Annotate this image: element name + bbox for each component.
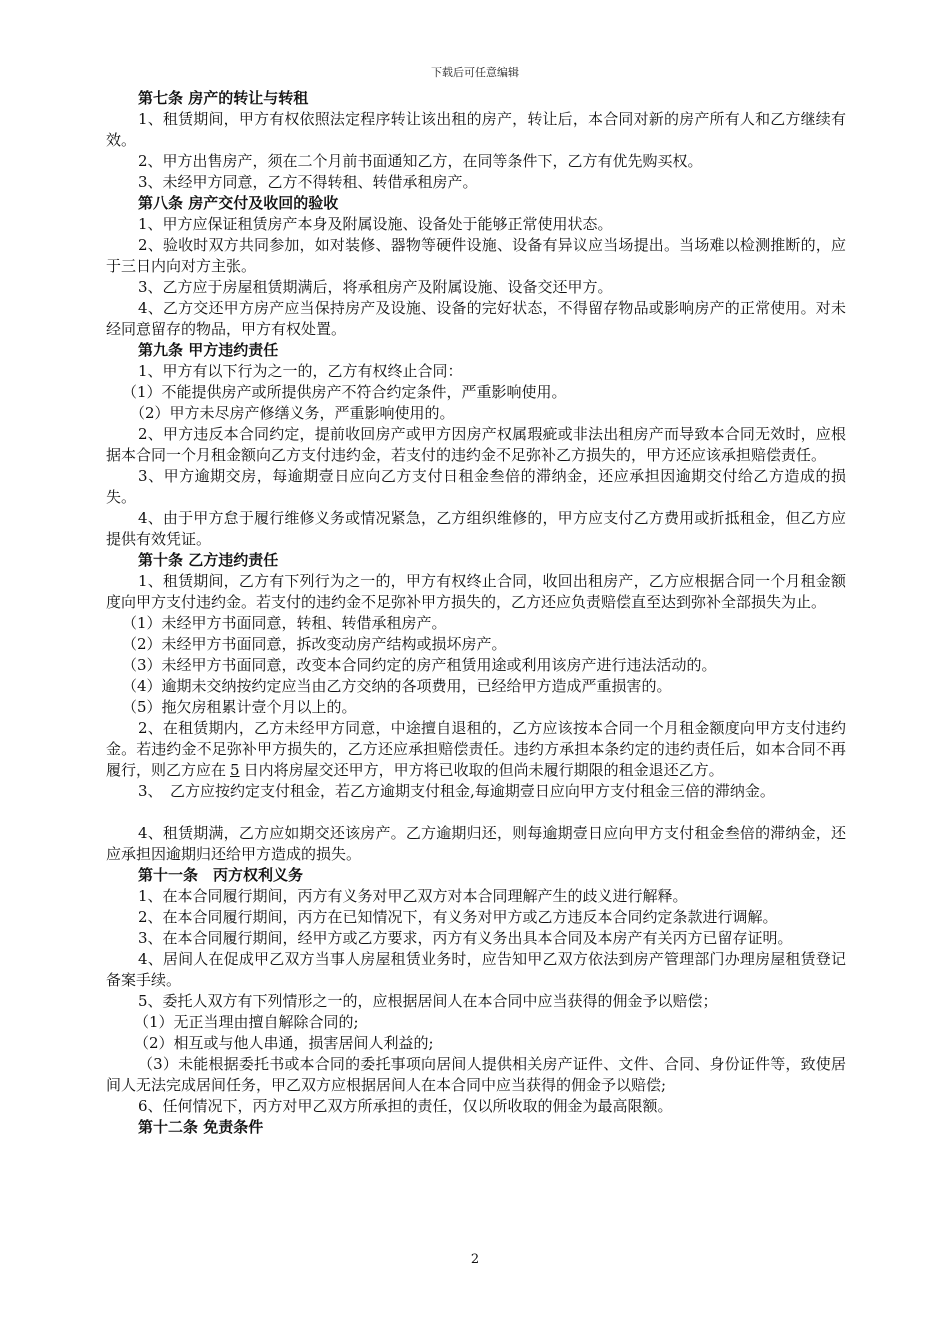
- article-heading: 第十二条 免责条件: [138, 1118, 264, 1136]
- clause-paragraph: 4、乙方交还甲方房产应当保持房产及设施、设备的完好状态，不得留存物品或影响房产的正常使用。对未经同意留存的物品，甲方有权处置。: [106, 299, 846, 338]
- clause-text: 日内将房屋交还甲方，甲方将已收取的但尚未履行期限的租金退还乙方。: [243, 761, 724, 779]
- clause-paragraph: 2、验收时双方共同参加，如对装修、器物等硬件设施、设备有异议应当场提出。当场难以检测推断的，应于三日内向对方主张。: [106, 236, 846, 275]
- clause-paragraph: 1、租赁期间，甲方有权依照法定程序转让该出租的房产，转让后，本合同对新的房产所有人和乙方继续有效。: [106, 110, 846, 149]
- sub-item: （1）未经甲方书面同意，转租、转借承租房产。: [122, 614, 447, 632]
- fill-in-blank: 5: [230, 761, 240, 779]
- clause-paragraph: 6、任何情况下，丙方对甲乙双方所承担的责任，仅以所收取的佣金为最高限额。: [138, 1097, 673, 1115]
- clause-paragraph: 2、在本合同履行期间，丙方在已知情况下，有义务对甲方或乙方违反本合同约定条款进行调解。: [138, 908, 778, 926]
- sub-item: （2）未经甲方书面同意，拆改变动房产结构或损坏房产。: [122, 635, 507, 653]
- document-body: [106, 88, 846, 1138]
- article-heading: 第十条 乙方违约责任: [138, 551, 279, 569]
- clause-paragraph: 2、甲方出售房产，须在二个月前书面通知乙方，在同等条件下，乙方有优先购买权。: [138, 152, 703, 170]
- sub-item: （2）甲方未尽房产修缮义务，严重影响使用的。: [130, 404, 455, 422]
- sub-item: （5）拖欠房租累计壹个月以上的。: [122, 698, 357, 716]
- clause-paragraph: 3、 乙方应按约定支付租金，若乙方逾期支付租金,每逾期壹日应向甲方支付租金三倍的滞纳金。: [138, 782, 775, 800]
- clause-paragraph: 1、租赁期间，乙方有下列行为之一的，甲方有权终止合同，收回出租房产，乙方应根据合同一个月租金额度向甲方支付违约金。若支付的违约金不足弥补甲方损失的，乙方还应负责赔偿直至达到弥补全部损失为止。: [106, 572, 846, 611]
- clause-paragraph: 3、未经甲方同意，乙方不得转租、转借承租房产。: [138, 173, 478, 191]
- clause-paragraph: 3、甲方逾期交房，每逾期壹日应向乙方支付日租金叁倍的滞纳金，还应承担因逾期交付给乙方造成的损失。: [106, 467, 846, 506]
- clause-paragraph: 1、在本合同履行期间，丙方有义务对甲乙双方对本合同理解产生的歧义进行解释。: [138, 887, 688, 905]
- clause-paragraph: 5、委托人双方有下列情形之一的，应根据居间人在本合同中应当获得的佣金予以赔偿；: [138, 992, 718, 1010]
- clause-text: 2、在租赁期内，乙方未经甲方同意，中途擅自退租的，乙方应该按本合同一个月租金额度向甲方支付违约金。若违约金不足弥补甲方损失的，乙方还应承担赔偿责任。违约方承担本条约定的违约责任后，如本合同不再履行，则乙方应在: [106, 719, 846, 779]
- article-heading: 第十一条 丙方权利义务: [138, 866, 304, 884]
- clause-paragraph: 2、甲方违反本合同约定，提前收回房产或甲方因房产权属瑕疵或非法出租房产而导致本合同无效时，应根据本合同一个月租金额向乙方支付违约金，若支付的违约金不足弥补乙方损失的，甲方还应该承担赔偿责任。: [106, 425, 846, 464]
- clause-paragraph: （3）未能根据委托书或本合同的委托事项向居间人提供相关房产证件、文件、合同、身份证件等，致使居间人无法完成居间任务，甲乙双方应根据居间人在本合同中应当获得的佣金予以赔偿;: [106, 1055, 846, 1094]
- clause-paragraph: 4、居间人在促成甲乙双方当事人房屋租赁业务时，应告知甲乙双方依法到房产管理部门办理房屋租赁登记备案手续。: [106, 950, 846, 989]
- clause-paragraph: 3、乙方应于房屋租赁期满后，将承租房产及附属设施、设备交还甲方。: [138, 278, 613, 296]
- article-heading: 第七条 房产的转让与转租: [138, 89, 309, 107]
- clause-paragraph: 1、甲方有以下行为之一的，乙方有权终止合同：: [138, 362, 463, 380]
- sub-item: （3）未经甲方书面同意，改变本合同约定的房产租赁用途或利用该房产进行违法活动的。: [122, 656, 717, 674]
- sub-item: （1）无正当理由擅自解除合同的;: [134, 1013, 359, 1031]
- article-heading: 第九条 甲方违约责任: [138, 341, 279, 359]
- article-heading: 第八条 房产交付及收回的验收: [138, 194, 339, 212]
- clause-paragraph: 1、甲方应保证租赁房产本身及附属设施、设备处于能够正常使用状态。: [138, 215, 613, 233]
- clause-paragraph: 4、租赁期满，乙方应如期交还该房产。乙方逾期归还，则每逾期壹日应向甲方支付租金叁倍的滞纳金，还应承担因逾期归还给甲方造成的损失。: [106, 824, 846, 863]
- sub-item: （2）相互或与他人串通，损害居间人利益的;: [134, 1034, 434, 1052]
- clause-paragraph: 4、由于甲方怠于履行维修义务或情况紧急，乙方组织维修的，甲方应支付乙方费用或折抵租金，但乙方应提供有效凭证。: [106, 509, 846, 548]
- clause-paragraph: 3、在本合同履行期间，经甲方或乙方要求，丙方有义务出具本合同及本房产有关丙方已留存证明。: [138, 929, 793, 947]
- clause-paragraph: [106, 718, 846, 781]
- sub-item: （4）逾期未交纳按约定应当由乙方交纳的各项费用，已经给甲方造成严重损害的。: [122, 677, 672, 695]
- page-number: 2: [470, 1252, 480, 1267]
- page-header: 下载后可任意编辑: [431, 66, 519, 79]
- blank-line: [106, 802, 846, 823]
- sub-item: （1）不能提供房产或所提供房产不符合约定条件，严重影响使用。: [122, 383, 567, 401]
